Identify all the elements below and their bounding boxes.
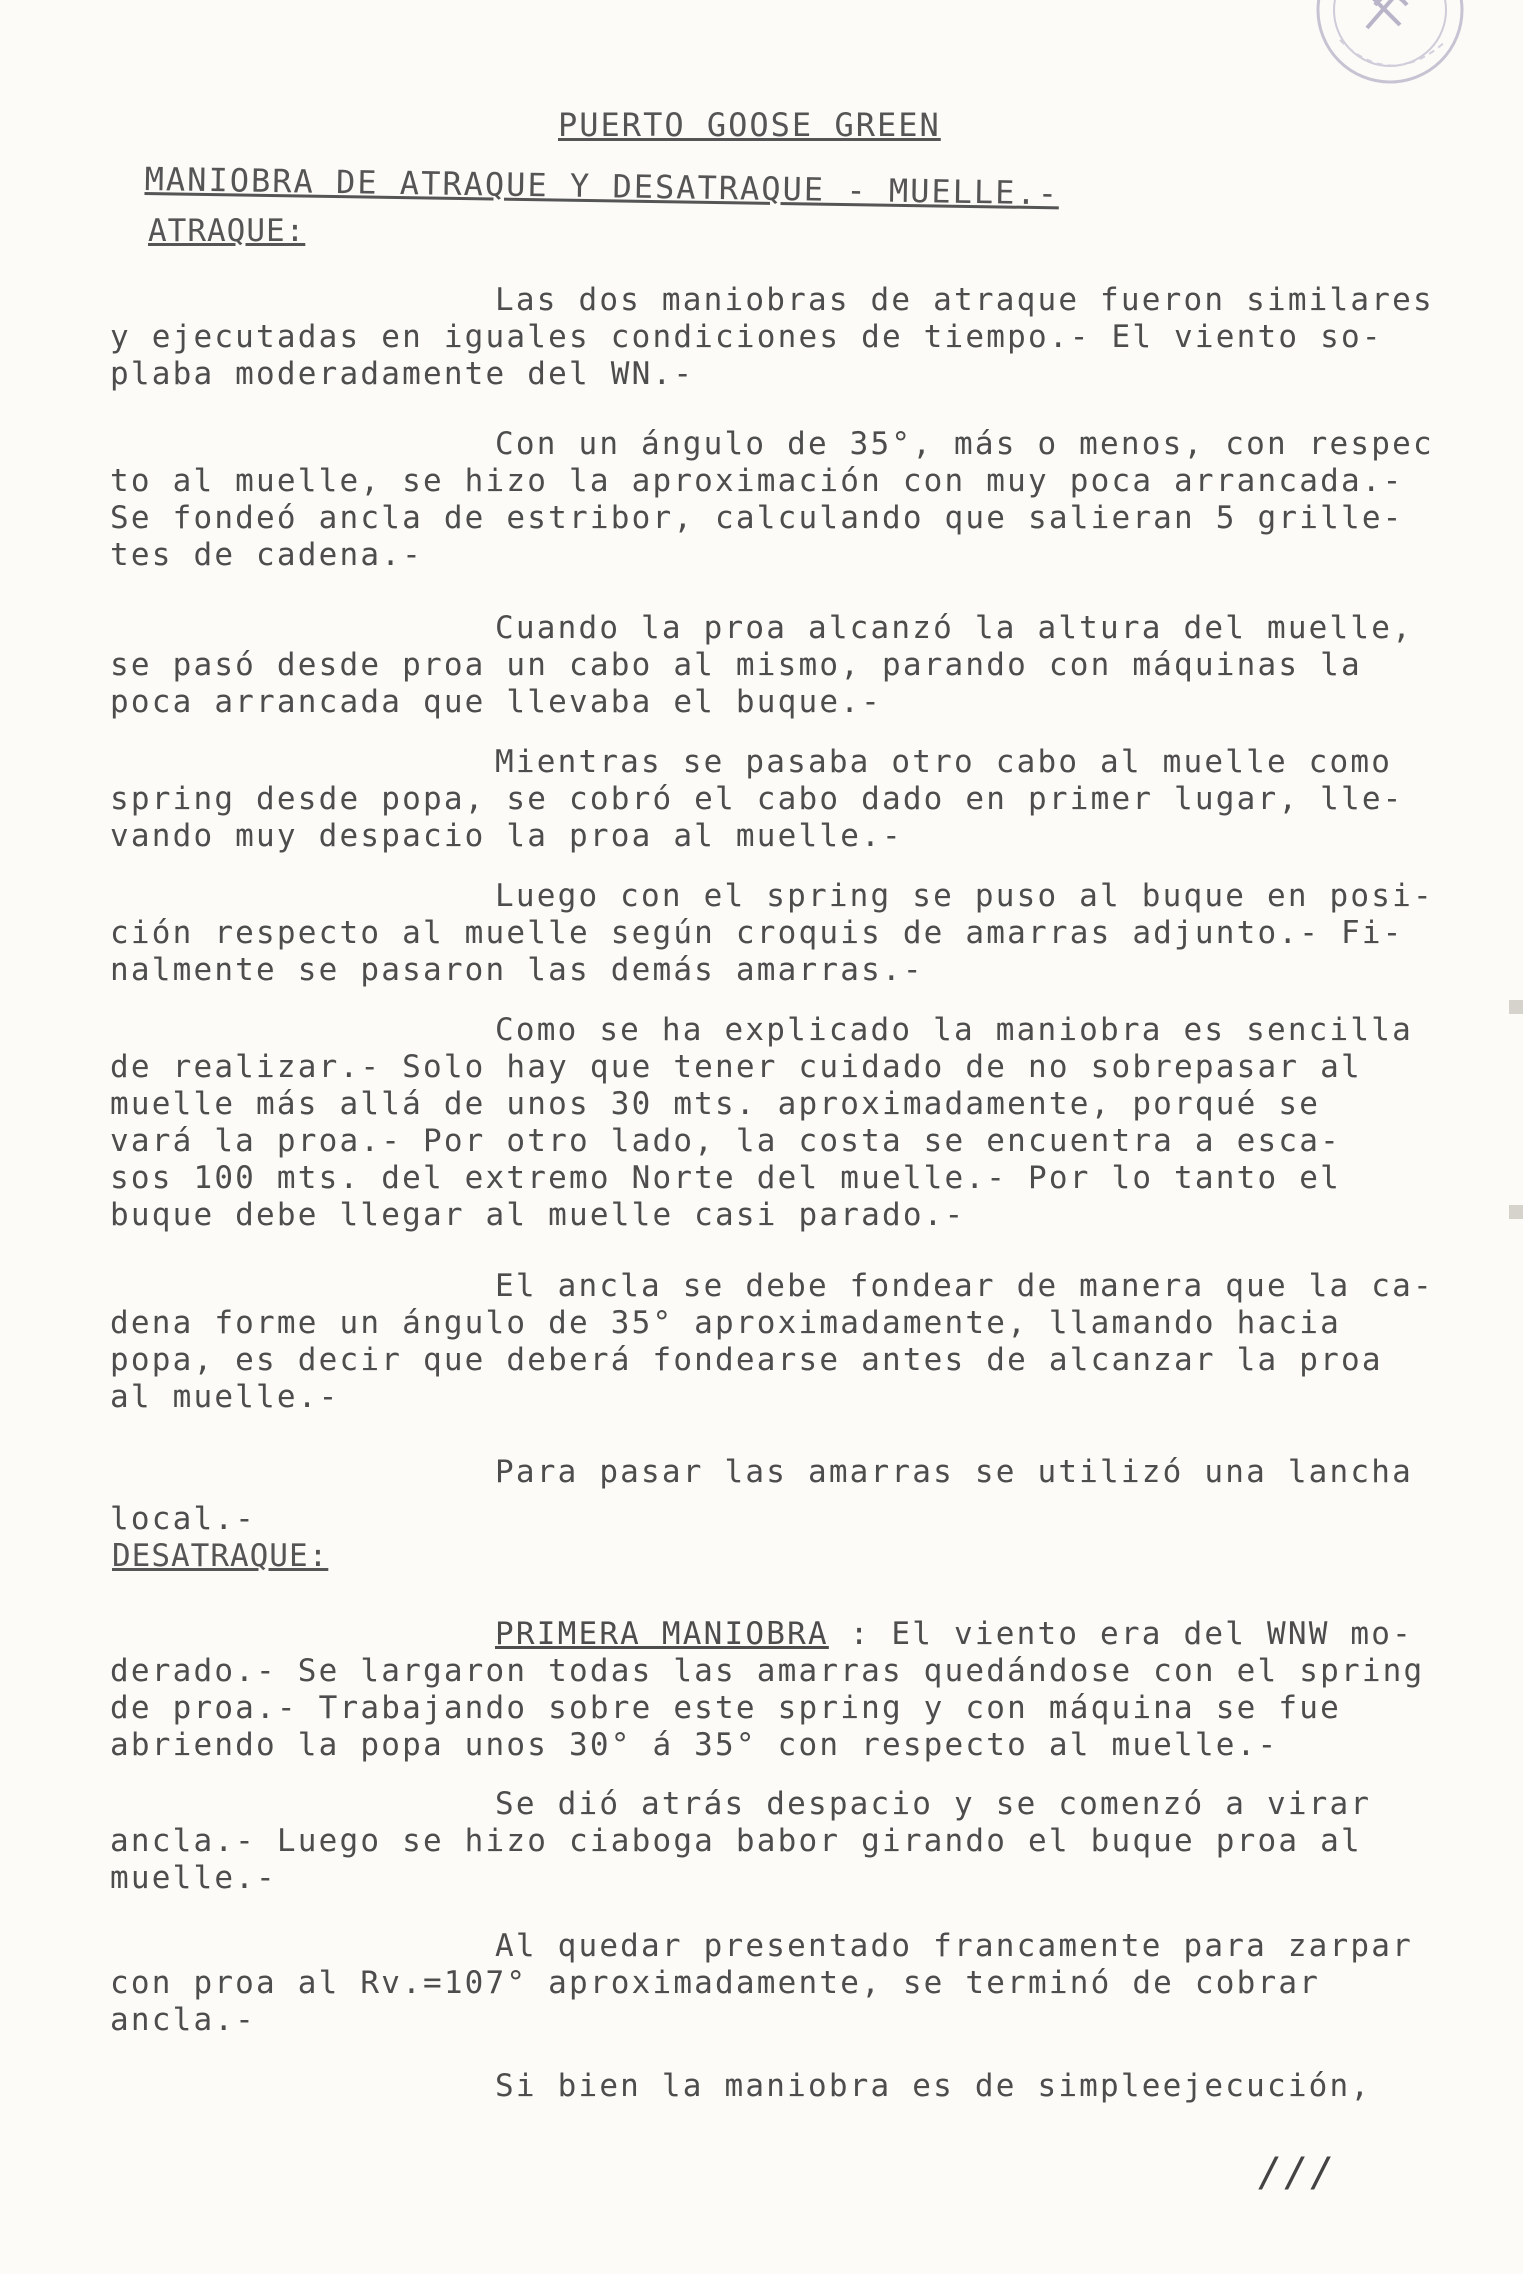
paragraph-6 [110,1012,1430,1234]
document-subtitle: MANIOBRA DE ATRAQUE Y DESATRAQUE - MUELLE.- [144,160,1060,213]
paragraph-line: Como se ha explicado la maniobra es sencilla [495,1012,1413,1048]
paragraph-line: nalmente se pasaron las demás amarras.- [110,952,924,988]
paragraph-1 [110,282,1434,393]
paragraph-line: tes de cadena.- [110,537,423,573]
paragraph-line: ción respecto al muelle según croquis de amarras adjunto.- Fi- [110,915,1404,951]
paragraph-line: al muelle.- [110,1379,340,1415]
section-heading-desatraque: DESATRAQUE: [112,1538,329,1574]
paragraph-line: y ejecutadas en iguales condiciones de tiempo.- El viento so- [110,319,1383,355]
paragraph-5 [110,878,1434,989]
paragraph-line: ancla.- Luego se hizo ciaboga babor girando el buque proa al [110,1823,1362,1859]
paragraph-12 [110,2068,1430,2105]
paragraph-line: Con un ángulo de 35°, más o menos, con respec [495,426,1434,462]
paragraph-line: poca arrancada que llevaba el buque.- [110,684,882,720]
paragraph-4 [110,744,1430,855]
paragraph-line: ancla.- [110,2002,257,2038]
paragraph-line: vará la proa.- Por otro lado, la costa se encuentra a esca- [110,1123,1341,1159]
paragraph-8 [110,1443,1430,1538]
paragraph-line: de realizar.- Solo hay que tener cuidado de no sobrepasar al [110,1049,1362,1085]
paragraph-2 [110,426,1434,574]
paragraph-line: Las dos maniobras de atraque fueron similares [495,282,1434,318]
paragraph-line: Si bien la maniobra es de simpleejecución, [495,2068,1372,2104]
paragraph-line: Luego con el spring se puso al buque en posi- [495,878,1434,914]
paragraph-line: sos 100 mts. del extremo Norte del muelle.- Por lo tanto el [110,1160,1341,1196]
paragraph-line: se pasó desde proa un cabo al mismo, parando con máquinas la [110,647,1362,683]
paragraph-line: muelle más allá de unos 30 mts. aproximadamente, porqué se [110,1086,1321,1122]
section-heading-atraque: ATRAQUE: [148,213,306,249]
paragraph-line: popa, es decir que deberá fondearse antes de alcanzar la proa [110,1342,1383,1378]
paragraph-line: spring desde popa, se cobró el cabo dado en primer lugar, lle- [110,781,1404,817]
paragraph-line: buque debe llegar al muelle casi parado.- [110,1197,966,1233]
paragraph-line: Para pasar las amarras se utilizó una lancha [495,1454,1413,1490]
paragraph-line: Se dió atrás despacio y se comenzó a virar [495,1786,1372,1822]
paragraph-line: de proa.- Trabajando sobre este spring y con máquina se fue [110,1690,1341,1726]
paragraph-7 [110,1268,1434,1416]
paragraph-line: El ancla se debe fondear de manera que la ca- [495,1268,1434,1304]
paragraph-line: dena forme un ángulo de 35° aproximadamente, llamando hacia [110,1305,1341,1341]
paragraph-9 [110,1616,1430,1764]
paragraph-line: to al muelle, se hizo la aproximación con muy poca arrancada.- [110,463,1404,499]
paragraph-line: Mientras se pasaba otro cabo al muelle como [495,744,1393,780]
paragraph-line: Al quedar presentado francamente para zarpar [495,1928,1413,1964]
paragraph-10 [110,1786,1430,1897]
paragraph-line: local.- [110,1501,257,1537]
official-seal-stamp [1305,0,1475,100]
paragraph-line: derado.- Se largaron todas las amarras quedándose con el spring [110,1653,1425,1689]
continuation-mark: /// [1258,2150,1337,2196]
scan-edge-mark [1509,1000,1523,1014]
paragraph-11 [110,1928,1430,2039]
paragraph-line: abriendo la popa unos 30° á 35° con respecto al muelle.- [110,1727,1279,1763]
paragraph-line: plaba moderadamente del WN.- [110,356,695,392]
paragraph-line: Cuando la proa alcanzó la altura del muelle, [495,610,1413,646]
underlined-label: PRIMERA MANIOBRA [495,1616,829,1652]
document-title: PUERTO GOOSE GREEN [558,106,941,144]
scan-edge-mark [1509,1205,1523,1219]
paragraph-line: Se fondeó ancla de estribor, calculando que salieran 5 grille- [110,500,1404,536]
paragraph-line: vando muy despacio la proa al muelle.- [110,818,903,854]
paragraph-line: PRIMERA MANIOBRA : El viento era del WNW mo- [495,1616,1414,1652]
paragraph-3 [110,610,1430,721]
paragraph-line: con proa al Rv.=107° aproximadamente, se terminó de cobrar [110,1965,1321,2001]
paragraph-line: muelle.- [110,1860,277,1896]
